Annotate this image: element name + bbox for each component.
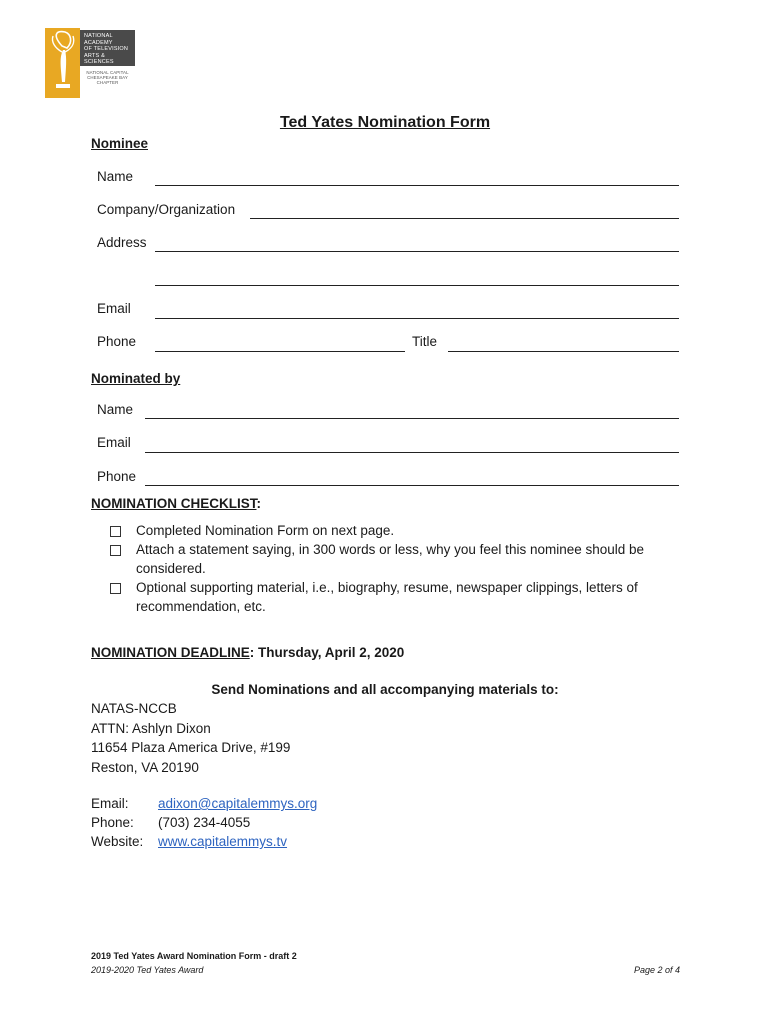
nominator-email-field[interactable] [145,452,679,453]
nominator-phone-label: Phone [97,469,137,484]
nominee-name-label: Name [97,169,134,184]
nominator-name-field[interactable] [145,418,679,419]
nominee-company-label: Company/Organization [97,202,236,217]
send-heading: Send Nominations and all accompanying materials to: [211,682,559,697]
website-link[interactable]: www.capitalemmys.tv [158,834,288,849]
email-label: Email: [91,796,129,811]
nominee-company-field[interactable] [250,218,679,219]
emmy-statuette-icon [45,28,80,98]
checkbox-icon[interactable] [110,526,121,537]
nominee-phone-label: Phone [97,334,137,349]
nominee-email-label: Email [97,301,131,316]
checklist-item: Attach a statement saying, in 300 words or less, why you feel this nominee should be considered. [110,540,670,578]
logo-org-name: NATIONAL ACADEMY OF TELEVISION ARTS & SCIENCES [80,30,135,66]
checkbox-icon[interactable] [110,545,121,556]
nominee-email-field[interactable] [155,318,679,319]
nominated-by-heading: Nominated by [91,371,181,386]
nomination-deadline: NOMINATION DEADLINE: Thursday, April 2, 2020 [91,645,405,660]
footer-form-name: 2019 Ted Yates Award Nomination Form - draft 2 [91,951,297,961]
nominee-title-label: Title [412,334,438,349]
phone-label: Phone: [91,815,134,830]
nominator-name-label: Name [97,402,134,417]
checklist-heading: NOMINATION CHECKLIST: [91,496,261,511]
footer-award-year: 2019-2020 Ted Yates Award [91,965,204,975]
checkbox-icon[interactable] [110,583,121,594]
mailing-address: NATAS-NCCB ATTN: Ashlyn Dixon 11654 Plaza America Drive, #199 Reston, VA 20190 [91,701,291,775]
phone-value: (703) 234-4055 [158,815,251,830]
website-label: Website: [91,834,144,849]
nominee-heading: Nominee [91,136,149,151]
nominee-address-label: Address [97,235,147,250]
email-link[interactable]: adixon@capitalemmys.org [158,796,318,811]
nominee-name-field[interactable] [155,185,679,186]
logo-chapter-name: NATIONAL CAPITAL CHESAPEAKE BAY CHAPTER [86,70,129,86]
checklist-item: Completed Nomination Form on next page. [110,521,680,540]
nominee-title-field[interactable] [448,351,679,352]
page-number: Page 2 of 4 [633,965,680,975]
checklist-item: Optional supporting material, i.e., biography, resume, newspaper clippings, letters of recommendation, etc. [110,578,670,616]
nominator-phone-field[interactable] [145,485,679,486]
academy-logo [45,28,135,98]
nominator-email-label: Email [97,435,131,450]
form-title: Ted Yates Nomination Form [279,114,491,131]
nominee-phone-field[interactable] [155,351,405,352]
nominee-address-field-2[interactable] [155,285,679,286]
nominee-address-field-1[interactable] [155,251,679,252]
